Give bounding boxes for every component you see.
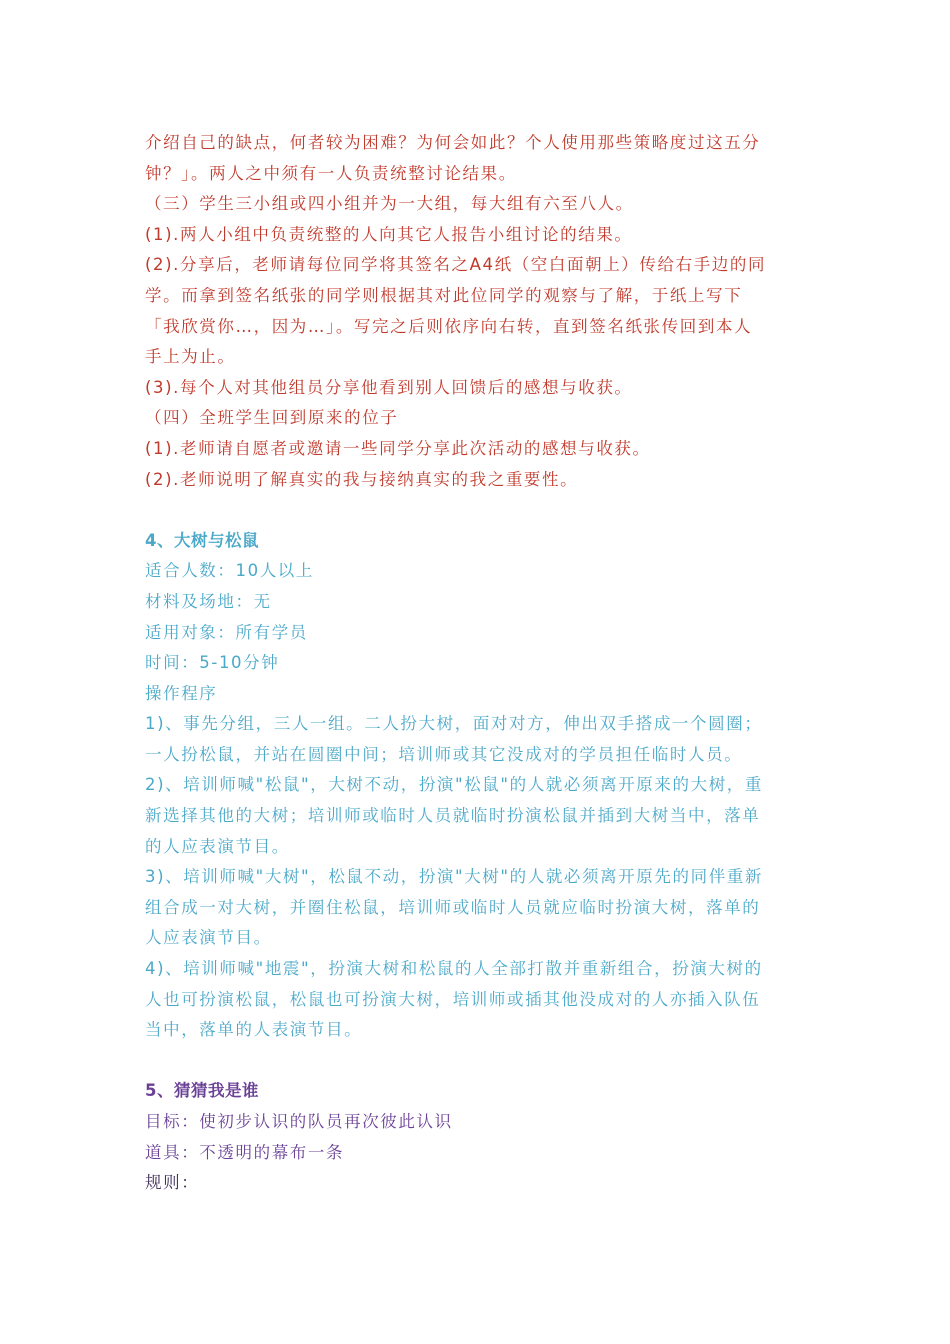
text-line: 介绍自己的缺点，何者较为困难？为何会如此？个人使用那些策略度过这五分 [145,133,761,152]
text-line: 时间：5-10分钟 [145,653,280,673]
text-line: 人应表演节目。 [145,928,272,948]
text-line: （四）全班学生回到原来的位子 [145,408,399,428]
text-line: 人也可扮演松鼠，松鼠也可扮演大树，培训师或插其他没成对的人亦插入队伍 [145,989,761,1009]
text-line: 材料及场地：无 [145,591,272,611]
section-heading: 4、大树与松鼠 [145,530,259,550]
text-line: (1).老师请自愿者或邀请一些同学分享此次活动的感想与收获。 [145,438,651,458]
text-line: 适用对象：所有学员 [145,622,308,642]
text-line: 适合人数：10人以上 [145,561,314,581]
text-line: (1).两人小组中负责统整的人向其它人报告小组讨论的结果。 [145,224,633,244]
text-line: 「我欣赏你…，因为…」。写完之后则依序向右转，直到签名纸张传回到本人 [145,316,753,336]
section-heading: 5、猜猜我是谁 [145,1081,259,1101]
text-line: 目标：使初步认识的队员再次彼此认识 [145,1112,453,1131]
text-line: 一人扮松鼠，并站在圆圈中间；培训师或其它没成对的学员担任临时人员。 [145,744,743,764]
document-page [145,128,805,1199]
text-line: 当中，落单的人表演节目。 [145,1020,363,1040]
text-line: 操作程序 [145,683,218,703]
text-line: 的人应表演节目。 [145,836,290,856]
text-line: (2).老师说明了解真实的我与接纳真实的我之重要性。 [145,469,579,489]
text-line: 规则： [145,1173,200,1193]
text-line: 3)、培训师喊"大树"，松鼠不动，扮演"大树"的人就必须离开原先的同伴重新 [145,867,763,887]
section-4 [145,526,805,1046]
spacer [145,495,805,526]
text-line: 4)、培训师喊"地震"，扮演大树和松鼠的人全部打散并重新组合，扮演大树的 [145,959,763,979]
spacer [145,1046,805,1077]
text-line: 新选择其他的大树；培训师或临时人员就临时扮演松鼠并插到大树当中，落单 [145,806,761,826]
text-line: （三）学生三小组或四小组并为一大组，每大组有六至八人。 [145,194,634,214]
text-line: 组合成一对大树，并圈住松鼠，培训师或临时人员就应临时扮演大树，落单的 [145,897,761,917]
section-prev [145,128,805,495]
text-line: (2).分享后，老师请每位同学将其签名之A4纸（空白面朝上）传给右手边的同 [145,255,767,275]
section-5 [145,1076,805,1198]
text-line: 学。而拿到签名纸张的同学则根据其对此位同学的观察与了解，于纸上写下 [145,285,743,305]
text-line: 道具：不透明的幕布一条 [145,1142,345,1162]
text-line: 钟？」。两人之中须有一人负责统整讨论结果。 [145,163,517,183]
text-line: 手上为止。 [145,347,236,367]
text-line: (3).每个人对其他组员分享他看到别人回馈后的感想与收获。 [145,377,633,397]
text-line: 2)、培训师喊"松鼠"，大树不动，扮演"松鼠"的人就必须离开原来的大树，重 [145,775,763,795]
text-line: 1)、事先分组，三人一组。二人扮大树，面对对方，伸出双手搭成一个圆圈； [145,714,763,734]
